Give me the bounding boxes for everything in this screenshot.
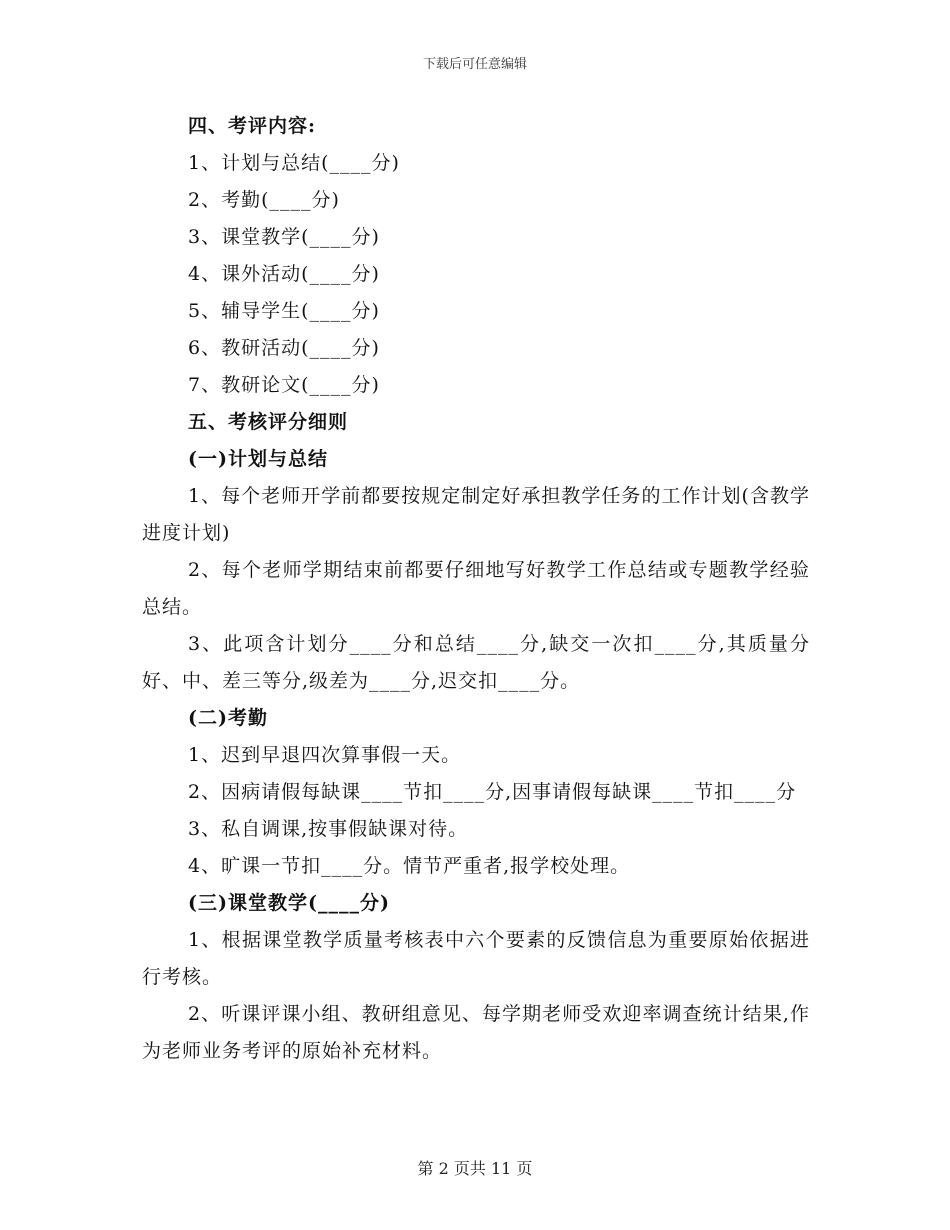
paragraph: 4、旷课一节扣____分。情节严重者,报学校处理。 [188, 855, 631, 877]
list-item: 7、教研论文(____分) [188, 374, 380, 396]
list-item: 1、计划与总结(____分) [188, 152, 400, 174]
page-footer: 第 2 页共 11 页 [417, 1159, 533, 1178]
list-item: 2、考勤(____分) [188, 189, 340, 211]
paragraph: 2、因病请假每缺课____节扣____分,因事请假每缺课____节扣____分 [188, 781, 797, 803]
list-item: 5、辅导学生(____分) [188, 300, 380, 322]
list-item: 6、教研活动(____分) [188, 337, 380, 359]
paragraph: 2、每个老师学期结束前都要仔细地写好教学工作总结或专题教学经验总结。 [142, 559, 810, 618]
subsection-title-classroom-teaching: (三)课堂教学(____分) [188, 892, 390, 914]
list-item: 4、课外活动(____分) [188, 263, 380, 285]
paragraph: 3、此项含计划分____分和总结____分,缺交一次扣____分,其质量分好、中、差三等分,级差为____分,迟交扣____分。 [142, 633, 810, 692]
paragraph: 1、迟到早退四次算事假一天。 [188, 744, 462, 766]
subsection-title-attendance: (二)考勤 [188, 707, 268, 729]
document-body [142, 108, 810, 1070]
list-item: 3、课堂教学(____分) [188, 226, 380, 248]
paragraph: 3、私自调课,按事假缺课对待。 [188, 818, 469, 840]
paragraph: 2、听课评课小组、教研组意见、每学期老师受欢迎率调查统计结果,作为老师业务考评的原始补充材料。 [142, 1003, 810, 1062]
subsection-title-plan-summary: (一)计划与总结 [188, 448, 328, 470]
section-4-title: 四、考评内容: [188, 115, 317, 137]
section-5-title: 五、考核评分细则 [188, 411, 349, 433]
page-header: 下载后可任意编辑 [422, 57, 527, 72]
paragraph: 1、根据课堂教学质量考核表中六个要素的反馈信息为重要原始依据进行考核。 [142, 929, 810, 988]
paragraph: 1、每个老师开学前都要按规定制定好承担教学任务的工作计划(含教学进度计划) [142, 485, 810, 544]
